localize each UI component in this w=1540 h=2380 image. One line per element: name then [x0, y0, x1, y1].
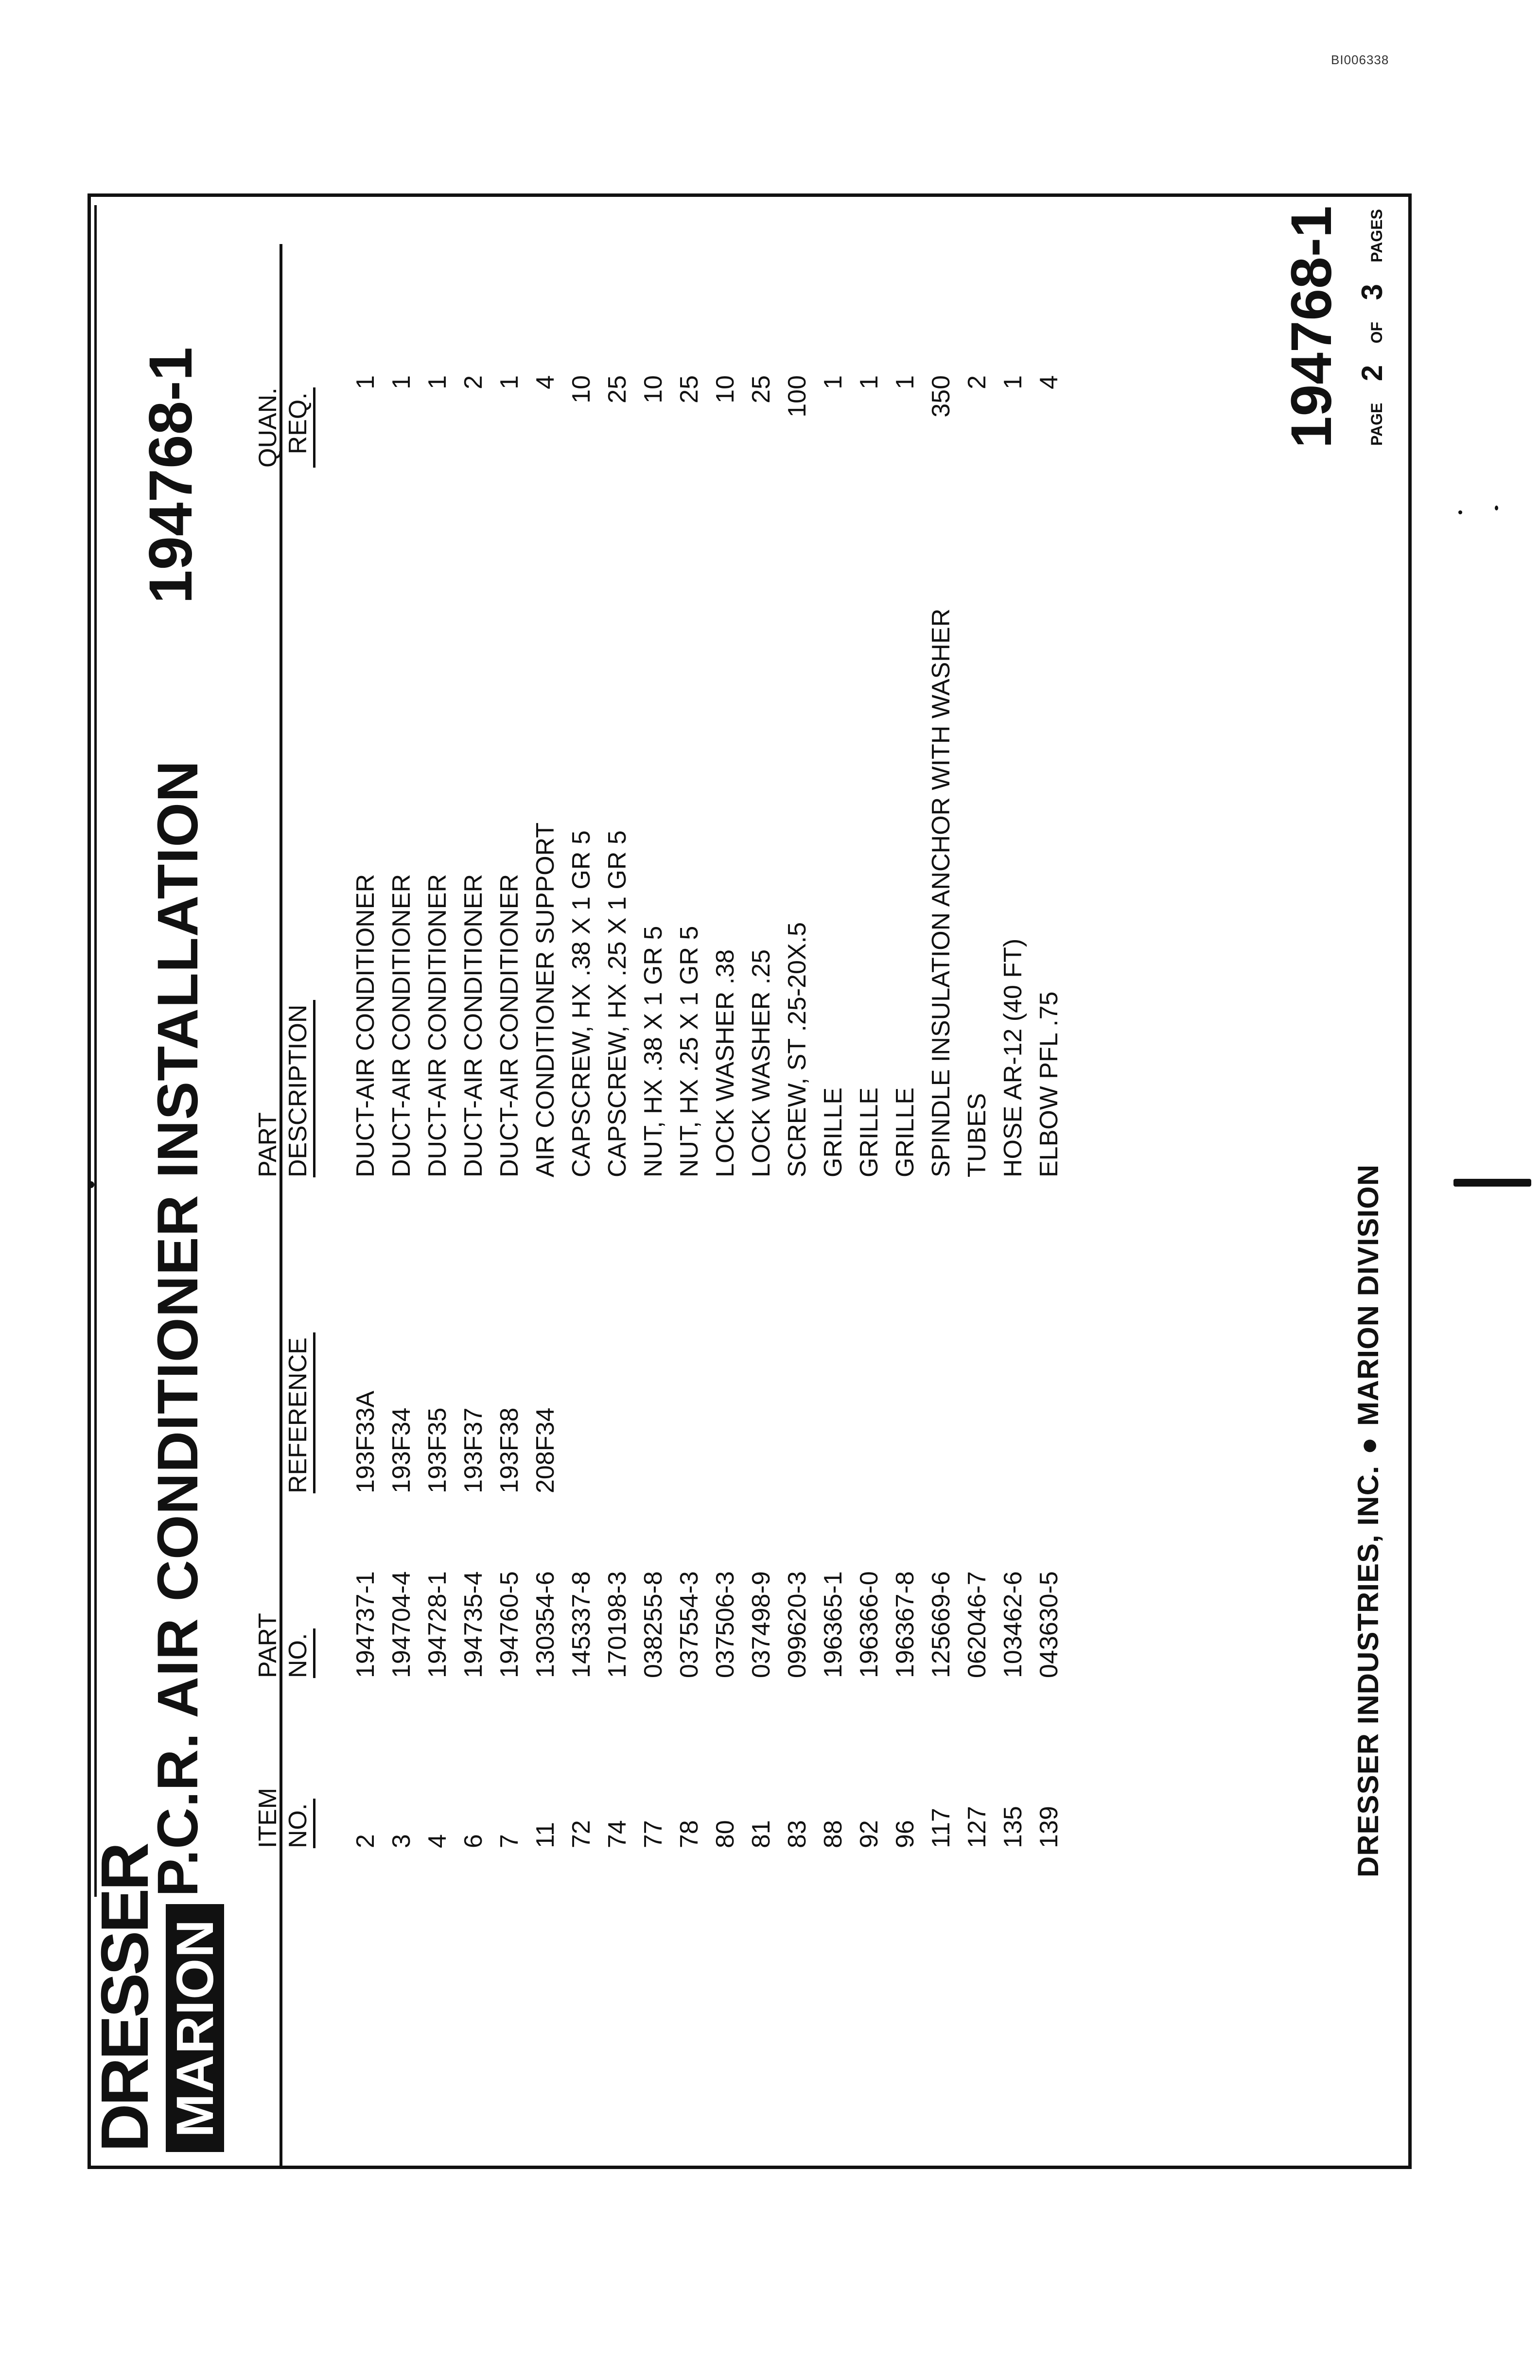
part-no: 196365-1	[819, 1571, 847, 1678]
table-row	[995, 225, 1031, 2169]
item-no: 77	[639, 1820, 667, 1848]
description: NUT, HX .38 X 1 GR 5	[639, 926, 667, 1177]
description: AIR CONDITIONER SUPPORT	[531, 822, 560, 1177]
item-no: 78	[675, 1820, 703, 1848]
item-no: 127	[963, 1806, 991, 1848]
table-row	[599, 225, 635, 2169]
quantity: 1	[999, 375, 1027, 389]
table-row	[923, 225, 959, 2169]
header-part-description: PART DESCRIPTION	[253, 1000, 315, 1177]
table-row	[851, 225, 887, 2169]
part-no: 196367-8	[891, 1571, 919, 1678]
header-rule	[280, 244, 282, 2169]
quantity: 1	[891, 375, 919, 389]
page-total: 3	[1356, 284, 1388, 300]
page-label: PAGE	[1368, 402, 1385, 446]
description: GRILLE	[891, 1087, 919, 1177]
reference: 193F33A	[351, 1390, 380, 1493]
header-part-no: PART NO.	[253, 1613, 315, 1678]
description: SPINDLE INSULATION ANCHOR WITH WASHER	[927, 608, 955, 1177]
of-label: OF	[1368, 321, 1385, 344]
table-row	[348, 225, 384, 2169]
page-title: P.C.R. AIR CONDITIONER INSTALLATION	[146, 760, 210, 1897]
item-no: 88	[819, 1820, 847, 1848]
header-quantity-required: QUAN. REQ.	[253, 387, 315, 468]
quantity: 1	[387, 375, 416, 389]
company-division-line	[1351, 1164, 1385, 1877]
scan-speck	[1453, 1179, 1531, 1187]
scan-speck	[1495, 506, 1498, 510]
description: LOCK WASHER .38	[711, 949, 739, 1177]
part-no: 194735-4	[459, 1571, 488, 1678]
header-item-no: ITEM NO.	[253, 1788, 315, 1848]
page-indicator	[1355, 194, 1389, 446]
company-logo	[88, 1844, 224, 2152]
parts-list	[348, 225, 1067, 2169]
table-row	[743, 225, 779, 2169]
part-no: 130354-6	[531, 1571, 560, 1678]
description: DUCT-AIR CONDITIONER	[351, 874, 380, 1177]
quantity: 4	[1035, 375, 1063, 389]
part-no: 062046-7	[963, 1571, 991, 1678]
table-row	[420, 225, 455, 2169]
quantity: 1	[495, 375, 524, 389]
quantity: 2	[963, 375, 991, 389]
title-rule	[94, 205, 97, 1897]
logo-dresser: DRESSER	[88, 1844, 162, 2152]
item-no: 6	[459, 1834, 488, 1848]
table-row	[959, 225, 995, 2169]
description: GRILLE	[855, 1087, 883, 1177]
description: CAPSCREW, HX .38 X 1 GR 5	[567, 830, 595, 1177]
table-row	[779, 225, 815, 2169]
item-no: 92	[855, 1820, 883, 1848]
quantity: 1	[819, 375, 847, 389]
quantity: 10	[639, 375, 667, 403]
item-no: 2	[351, 1834, 380, 1848]
quantity: 1	[855, 375, 883, 389]
part-no: 037506-3	[711, 1571, 739, 1678]
description: DUCT-AIR CONDITIONER	[459, 874, 488, 1177]
description: NUT, HX .25 X 1 GR 5	[675, 926, 703, 1177]
item-no: 74	[603, 1820, 631, 1848]
description: DUCT-AIR CONDITIONER	[423, 874, 452, 1177]
quantity: 2	[459, 375, 488, 389]
part-no: 194760-5	[495, 1571, 524, 1678]
part-no: 037554-3	[675, 1571, 703, 1678]
table-row	[563, 225, 599, 2169]
quantity: 25	[747, 375, 775, 403]
description: ELBOW PFL .75	[1035, 991, 1063, 1177]
part-no: 099620-3	[783, 1571, 811, 1678]
item-no: 3	[387, 1834, 416, 1848]
reference: 208F34	[531, 1407, 560, 1493]
pages-label: PAGES	[1368, 209, 1385, 262]
part-no: 043630-5	[1035, 1571, 1063, 1678]
footer-document-number: 194768-1	[1279, 206, 1344, 448]
quantity: 1	[351, 375, 380, 389]
header-reference: REFERENCE	[283, 1332, 315, 1493]
item-no: 11	[531, 1822, 560, 1848]
part-no: 196366-0	[855, 1571, 883, 1678]
reference: 193F38	[495, 1407, 524, 1493]
scan-speck	[1458, 510, 1462, 514]
table-row	[887, 225, 923, 2169]
table-row	[707, 225, 743, 2169]
item-no: 4	[423, 1834, 452, 1848]
part-no: 037498-9	[747, 1571, 775, 1678]
table-row	[635, 225, 671, 2169]
quantity: 10	[567, 375, 595, 403]
reference: 193F35	[423, 1407, 452, 1493]
quantity: 10	[711, 375, 739, 403]
item-no: 117	[927, 1808, 955, 1848]
reference: 193F37	[459, 1407, 488, 1493]
description: HOSE AR-12 (40 FT)	[999, 938, 1027, 1177]
item-no: 135	[999, 1806, 1027, 1848]
part-no: 145337-8	[567, 1571, 595, 1678]
description: DUCT-AIR CONDITIONER	[387, 874, 416, 1177]
description: SCREW, ST .25-20X.5	[783, 922, 811, 1177]
quantity: 25	[603, 375, 631, 403]
quantity: 100	[783, 375, 811, 418]
logo-marion: MARION	[163, 1904, 224, 2152]
quantity: 1	[423, 375, 452, 389]
part-no: 194737-1	[351, 1571, 380, 1678]
quantity: 4	[531, 375, 560, 389]
description: CAPSCREW, HX .25 X 1 GR 5	[603, 830, 631, 1177]
item-no: 83	[783, 1820, 811, 1848]
document-number: 194768-1	[137, 347, 205, 604]
description: LOCK WASHER .25	[747, 949, 775, 1177]
part-no: 125669-6	[927, 1571, 955, 1678]
bullet-icon: ●	[1352, 1436, 1384, 1455]
page-current: 2	[1356, 365, 1388, 382]
reference: 193F34	[387, 1407, 416, 1493]
rotated-content	[88, 193, 1412, 2169]
document-id-stamp: BI006338	[1331, 52, 1389, 67]
item-no: 81	[747, 1820, 775, 1848]
part-no: 194728-1	[423, 1571, 452, 1678]
part-no: 103462-6	[999, 1571, 1027, 1678]
table-row	[1031, 225, 1067, 2169]
table-row	[527, 225, 563, 2169]
quantity: 350	[927, 375, 955, 418]
item-no: 80	[711, 1820, 739, 1848]
item-no: 96	[891, 1820, 919, 1848]
quantity: 25	[675, 375, 703, 403]
scan-speck	[88, 1181, 94, 1188]
table-row	[384, 225, 420, 2169]
item-no: 72	[567, 1820, 595, 1848]
table-row	[671, 225, 707, 2169]
part-no: 170198-3	[603, 1571, 631, 1678]
part-no: 194704-4	[387, 1571, 416, 1678]
part-no: 038255-8	[639, 1571, 667, 1678]
table-row	[491, 225, 527, 2169]
description: DUCT-AIR CONDITIONER	[495, 874, 524, 1177]
table-row	[815, 225, 851, 2169]
description: GRILLE	[819, 1087, 847, 1177]
item-no: 139	[1035, 1806, 1063, 1848]
description: TUBES	[963, 1093, 991, 1177]
item-no: 7	[495, 1834, 524, 1848]
company-name: DRESSER INDUSTRIES, INC.	[1352, 1465, 1384, 1877]
division-name: MARION DIVISION	[1352, 1164, 1384, 1426]
table-row	[455, 225, 491, 2169]
